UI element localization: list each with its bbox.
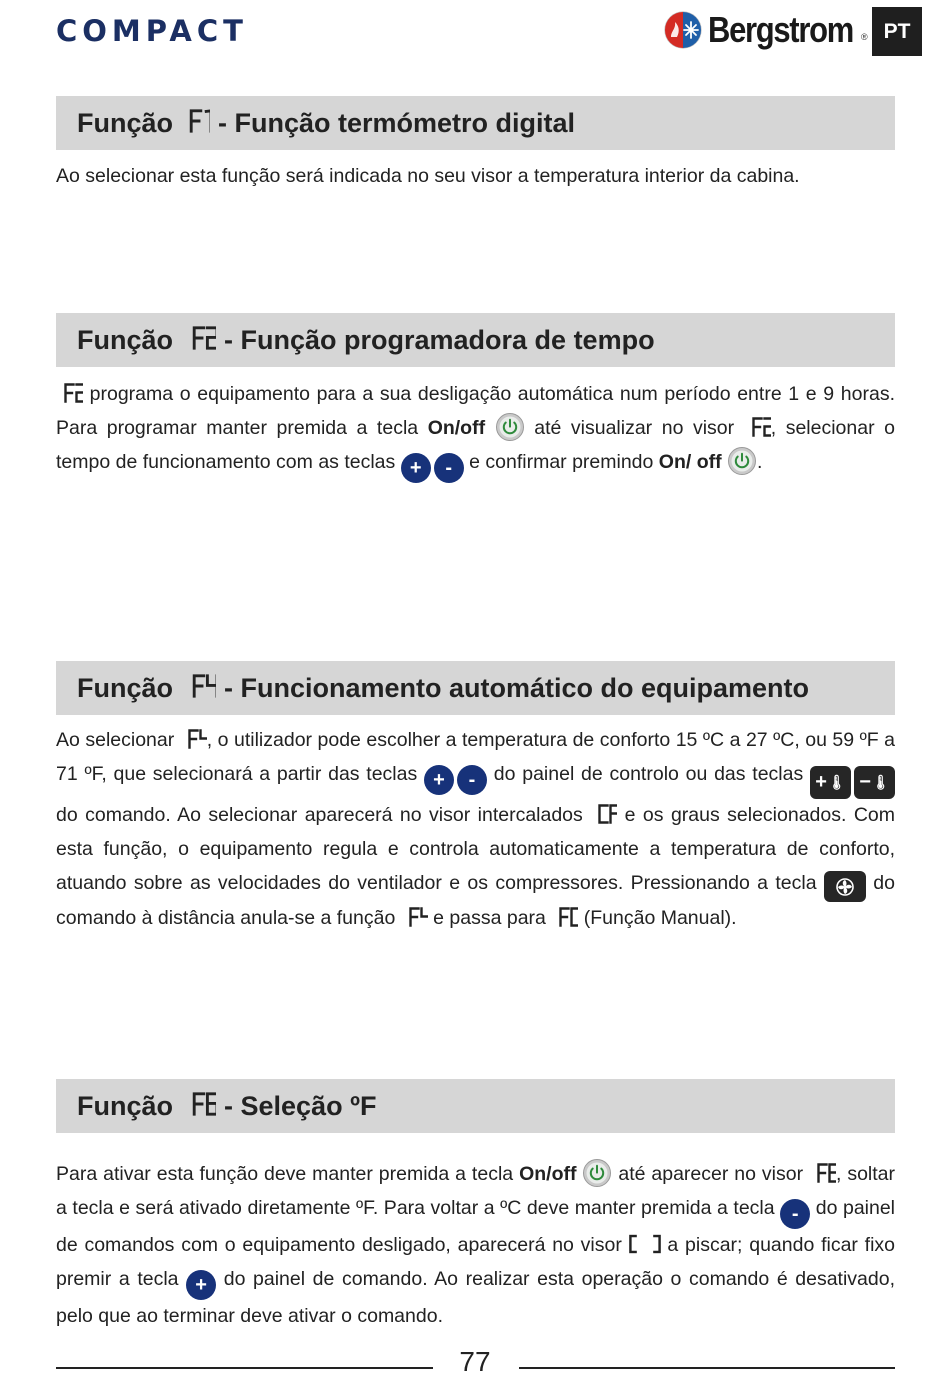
section-f4-text: Ao selecionar , o utilizador pode escolher a temperatura de conforto 15 ºC a 27 ºC, ou 59 ºF a 71 ºF, que selecionará a partir das teclas + - do painel de controlo ou das teclas + 🌡︎ − 🌡︎ do comando. Ao selecionar aparecerá no visor intercalados e os graus selecionados. Com esta função, o equipamento regula e controla automaticamente a temperatura de conforto, atuando sobre as velocidades do ventilador e os compressores. Pressionando a tecla do comando à distância anula-se a função e passa para (Função Manual). [56, 729, 895, 930]
section-f1-title [56, 96, 895, 150]
fan-button-icon [824, 871, 866, 902]
lcd-code-f2 [182, 325, 216, 356]
on-off-label: On/ off [658, 450, 722, 473]
brand-name: Bergstrom [708, 9, 853, 50]
minus-button-icon: - [780, 1199, 810, 1229]
brand-logo [663, 8, 877, 52]
brand-emblem-icon [663, 10, 703, 50]
lcd-code-f2-inline [744, 417, 771, 437]
remote-plus-button-icon: + 🌡︎ [810, 766, 851, 799]
lcd-code-f6 [182, 1091, 216, 1122]
page-number: 77 [459, 1346, 491, 1377]
remote-minus-button-icon: − 🌡︎ [854, 766, 895, 799]
minus-button-icon: - [434, 453, 464, 483]
section-f1-text: Ao selecionar esta função será indicada no seu visor a temperatura interior da cabina. [56, 165, 800, 187]
section-f4-title [56, 661, 895, 715]
lcd-code-ca [590, 804, 617, 824]
title-prefix: Função [77, 324, 174, 355]
product-name: COMPACT [56, 14, 248, 48]
section-f6-title [56, 1079, 895, 1133]
lcd-code-f1 [182, 108, 210, 139]
plus-button-icon: + [186, 1270, 216, 1300]
footer-rule-left [56, 1367, 433, 1369]
title-suffix: - Função programadora de tempo [224, 324, 655, 355]
lcd-blank-display-icon [629, 1234, 661, 1254]
title-prefix: Função [77, 107, 174, 138]
power-button-icon [495, 412, 525, 442]
registered-mark: ® [861, 32, 868, 42]
plus-button-icon: + [401, 453, 431, 483]
title-suffix: - Funcionamento automático do equipamento [224, 672, 810, 703]
lcd-code-f4-inline [180, 729, 207, 749]
plus-button-icon: + [424, 765, 454, 795]
power-button-icon [582, 1158, 612, 1188]
on-off-label: On/off [519, 1163, 577, 1185]
lcd-code-f0 [551, 907, 578, 927]
on-off-label: On/off [427, 416, 486, 439]
language-badge: PT [872, 7, 922, 56]
title-suffix: - Seleção ºF [224, 1090, 377, 1121]
title-prefix: Função [77, 1090, 174, 1121]
lcd-code-f4 [182, 673, 216, 704]
lcd-code-f6-inline [809, 1163, 836, 1183]
title-prefix: Função [77, 672, 174, 703]
lcd-code-f4-inline [401, 907, 428, 927]
minus-button-icon: - [457, 765, 487, 795]
section-f6-text: Para ativar esta função deve manter premida a tecla On/off até aparecer no visor , soltar a tecla e será ativado diretamente ºF. Para voltar a ºC deve manter premida a tecla - do painel de comandos com o equipamento desligado, aparecerá no visor a piscar; quando ficar fixo premir a tecla + do painel de comando. Ao realizar esta operação o comando é desativado, pelo que ao terminar deve ativar o comando. [56, 1158, 895, 1333]
lcd-code-f2-inline [56, 383, 83, 403]
power-button-icon [727, 446, 757, 476]
section-f2-title [56, 313, 895, 367]
footer-rule-right [519, 1367, 895, 1369]
title-suffix: - Função termómetro digital [218, 107, 576, 138]
section-f2-text: programa o equipamento para a sua desligação automática num período entre 1 e 9 horas. Para programar manter premida a tecla On/off até visualizar no visor , selecionar o tempo de funcionamento com as teclas + - e confirmar premindo On/ off . [56, 378, 895, 483]
